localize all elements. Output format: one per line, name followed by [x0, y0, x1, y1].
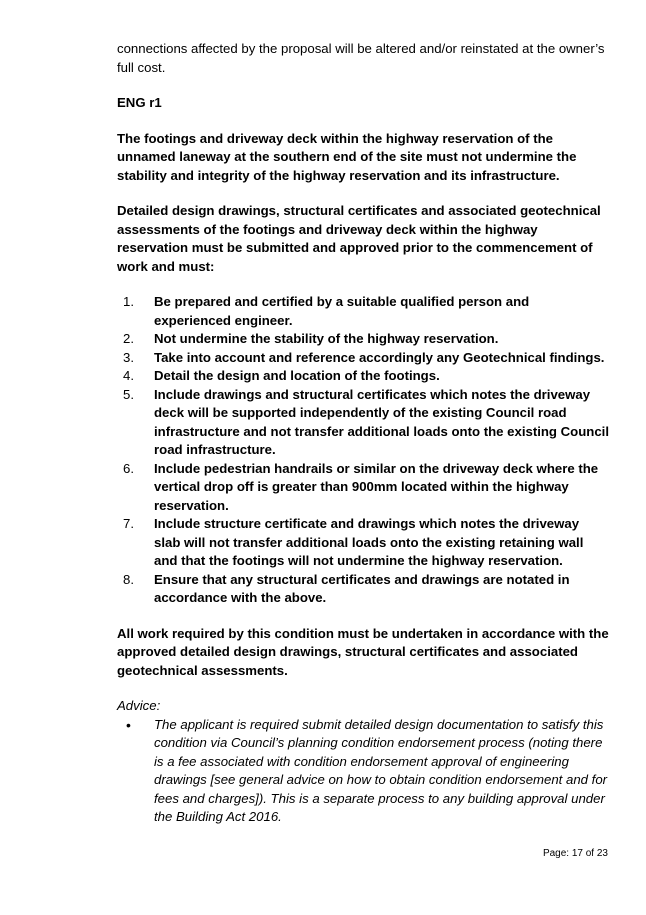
advice-label: Advice: — [117, 698, 161, 713]
list-number: 6. — [123, 460, 134, 476]
list-text: Include drawings and structural certificates which notes the driveway deck will be supported independently of the existing Council road infrastructure and not transfer additional loads onto the existing Council road infrastructure. — [154, 386, 610, 457]
list-number: 8. — [123, 571, 134, 587]
list-item — [117, 293, 609, 330]
list-number: 7. — [123, 516, 134, 531]
list-item — [117, 460, 609, 516]
paragraph-footings: The footings and driveway deck within the highway reservation of the unnamed laneway at the southern end of the site must not undermine the stability and integrity of the highway reservation and its infrastructure. — [117, 130, 577, 183]
advice-item — [117, 716, 609, 827]
list-item — [117, 571, 609, 608]
list-item — [117, 515, 609, 571]
list-item — [117, 386, 609, 460]
intro-text: connections affected by the proposal will be altered and/or reinstated at the owner’s full cost. — [117, 41, 605, 75]
list-text: Not undermine the stability of the highway reservation. — [154, 331, 499, 346]
list-text: Detail the design and location of the footings. — [154, 368, 440, 383]
list-number: 2. — [123, 331, 134, 346]
paragraph-design-drawings: Detailed design drawings, structural certificates and associated geotechnical assessments of the footings and driveway deck within the highway reservation must be submitted and approved prior to the commencement of work and must: — [117, 203, 601, 274]
document-page — [117, 40, 609, 827]
list-number: 3. — [123, 349, 134, 365]
list-number: 5. — [123, 386, 134, 402]
list-item — [117, 349, 609, 368]
list-item — [117, 330, 609, 349]
list-item — [117, 367, 609, 386]
advice-text: The applicant is required submit detailed design documentation to satisfy this condition via Council’s planning condition endorsement process (noting there is a fee associated with condition endorsement approval of engineering drawings [see general advice on how to obtain condition endorsement and for fees and charges]). This is a separate process to any building approval under the Building Act 2016. — [154, 716, 608, 824]
advice-list — [117, 716, 609, 827]
list-text: Ensure that any structural certificates and drawings are notated in accordance with the above. — [154, 571, 570, 605]
list-number: 1. — [123, 294, 134, 309]
list-text: Include structure certificate and drawings which notes the driveway slab will not transfer additional loads onto the existing retaining wall and that the footings will not undermine the highway reservation. — [154, 516, 584, 568]
list-number: 4. — [123, 368, 134, 383]
condition-heading: ENG r1 — [117, 95, 162, 110]
page-number: Page: 17 of 23 — [542, 848, 608, 859]
list-text: Include pedestrian handrails or similar on the driveway deck where the vertical drop off is greater than 900mm located within the highway reservation. — [154, 460, 599, 513]
paragraph-compliance: All work required by this condition must be undertaken in accordance with the approved detailed design drawings, structural certificates and associated geotechnical assessments. — [117, 625, 609, 678]
list-text: Take into account and reference accordingly any Geotechnical findings. — [154, 349, 605, 365]
requirements-list — [117, 293, 609, 608]
list-text: Be prepared and certified by a suitable qualified person and experienced engineer. — [154, 294, 530, 328]
bullet-icon: • — [126, 716, 131, 733]
